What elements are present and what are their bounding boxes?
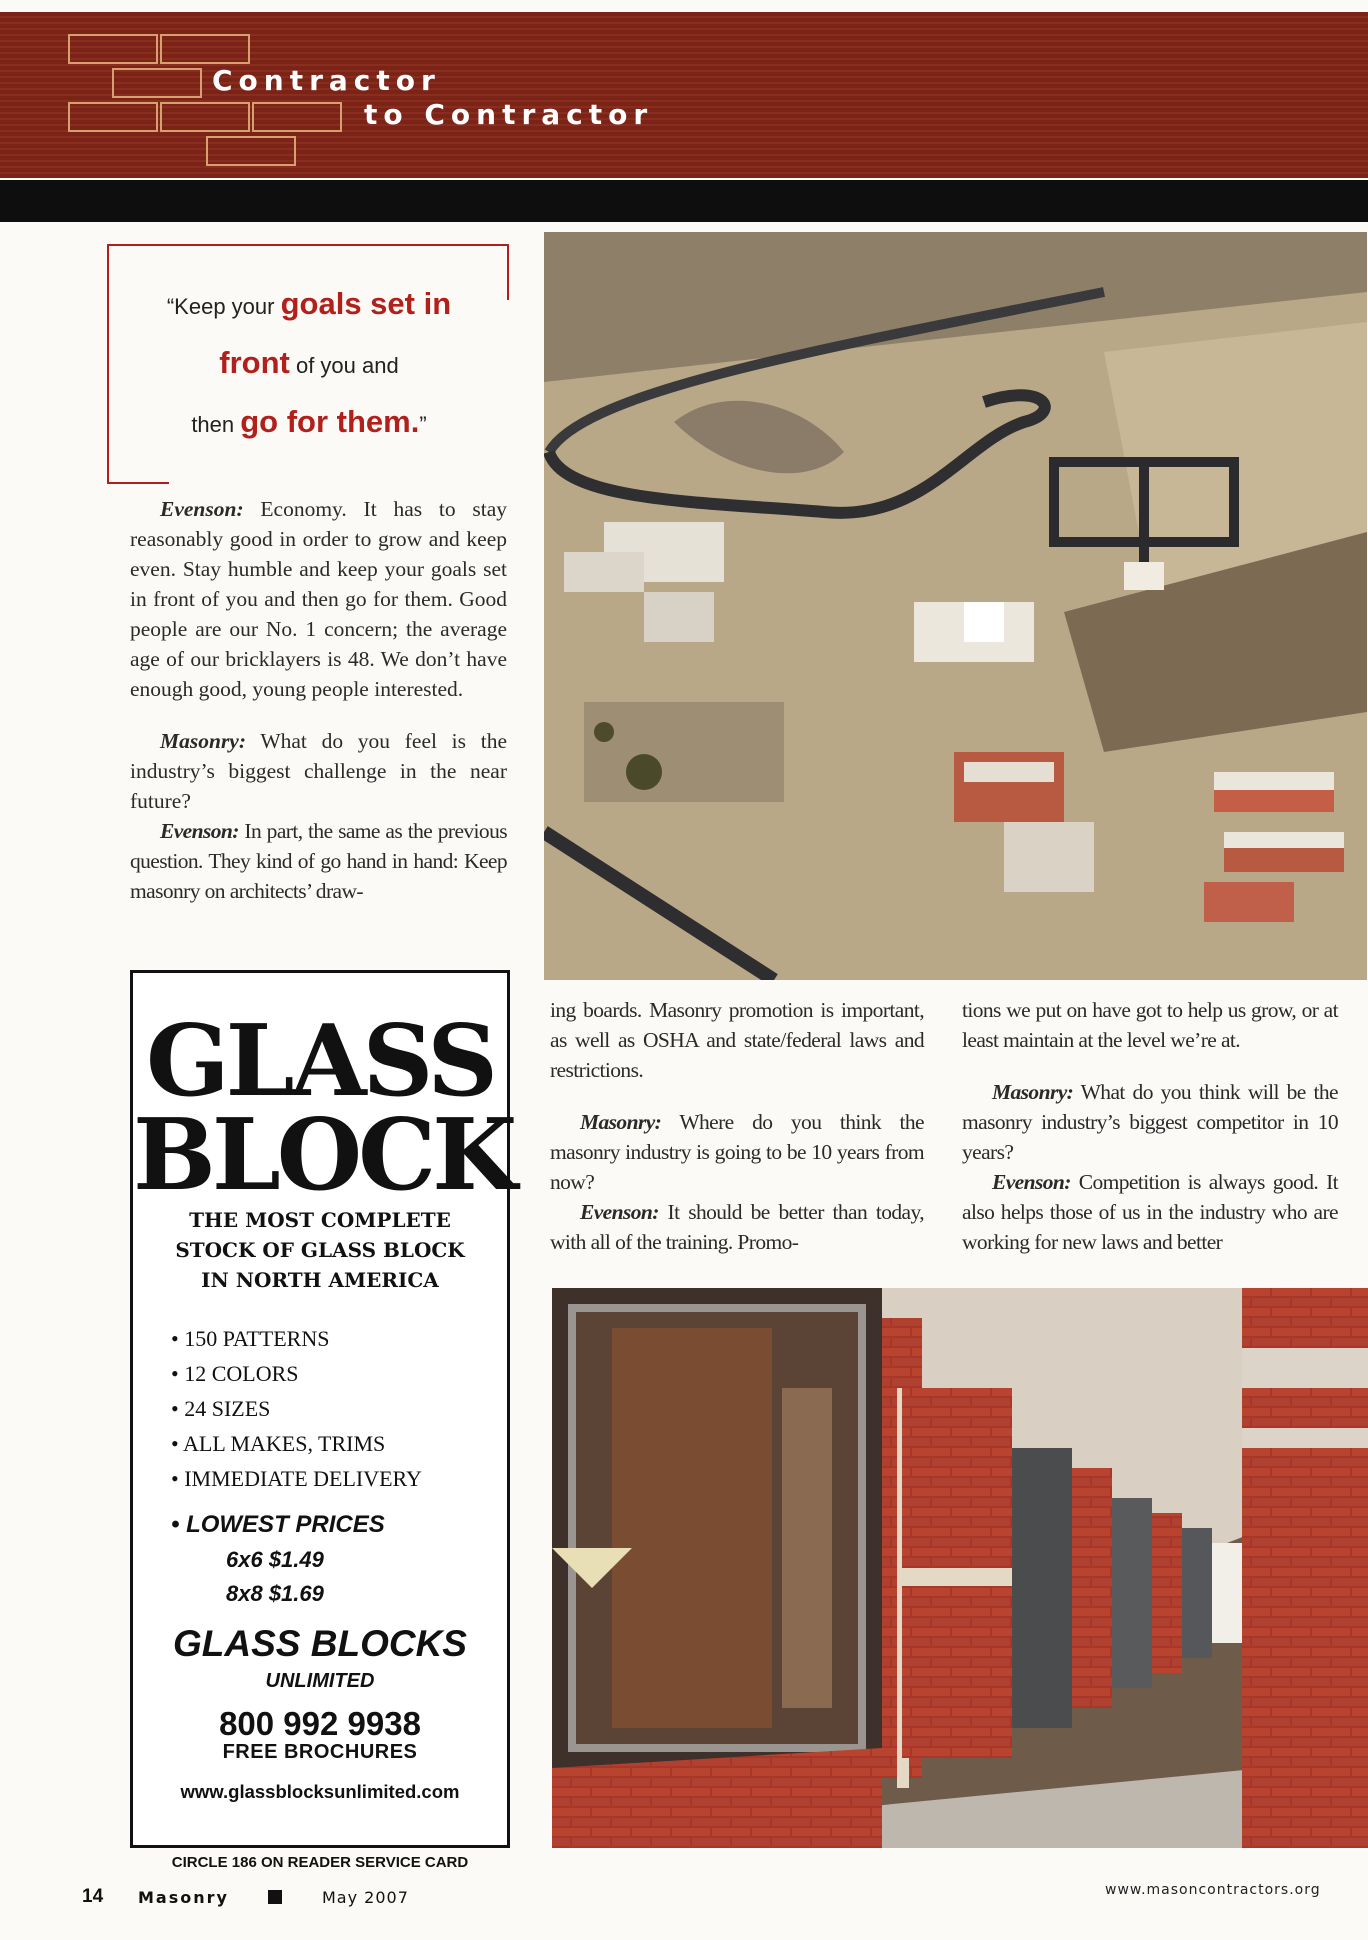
brick-outline (112, 68, 202, 98)
pull-quote (107, 244, 507, 484)
quote-frame-edge (107, 482, 169, 484)
ad-headline: GLASS (145, 1004, 495, 1119)
speaker-label: Evenson: (160, 497, 244, 521)
article-paragraph: It should be better than today, with all of the training. Promo- (550, 1200, 924, 1254)
quote-text: ” (419, 412, 427, 437)
reader-service-note: CIRCLE 186 ON READER SERVICE CARD (171, 1854, 469, 1871)
ad-headline: BLOCK (133, 1098, 514, 1213)
footer-square-icon (268, 1890, 282, 1904)
ad-feature: • 12 COLORS (171, 1356, 422, 1391)
ad-feature: • IMMEDIATE DELIVERY (171, 1461, 422, 1496)
ad-subheading-line: IN NORTH AMERICA (201, 1268, 439, 1292)
article-paragraph: What do you feel is the industry’s biggest challenge in the near future? (130, 729, 507, 813)
article-paragraph: In part, the same as the previous question. They kind of go hand in hand: Keep masonry on architects’ draw- (130, 819, 507, 903)
quote-highlight: front (219, 345, 290, 380)
ad-feature: • ALL MAKES, TRIMS (171, 1426, 422, 1461)
speaker-label: Masonry: (992, 1080, 1074, 1104)
ad-price: 8x8 $1.69 (226, 1581, 324, 1606)
ad-price: 6x6 $1.49 (226, 1547, 324, 1572)
ad-subheading (133, 1205, 507, 1295)
brick-outline (252, 102, 342, 132)
article-column-3 (962, 995, 1338, 1257)
brick-outline (160, 34, 250, 64)
speaker-label: Evenson: (992, 1170, 1071, 1194)
issue-date: May 2007 (322, 1888, 409, 1907)
ad-feature: • 24 SIZES (171, 1391, 422, 1426)
magazine-name: Masonry (138, 1888, 229, 1907)
ad-free-brochures: FREE BROCHURES (222, 1741, 418, 1763)
ad-feature: • 150 PATTERNS (171, 1321, 422, 1356)
aerial-campus-photo (544, 232, 1367, 980)
quote-highlight: goals set in (280, 286, 452, 321)
brick-outline (68, 34, 158, 64)
brick-walkway-photo (552, 1288, 1368, 1848)
ad-brand-sub: UNLIMITED (265, 1670, 375, 1692)
header-divider-bar (0, 180, 1368, 222)
speaker-label: Evenson: (160, 819, 239, 843)
ad-feature-list (171, 1321, 422, 1496)
article-paragraph: tions we put on have got to help us grow, or at least maintain at the level we’re at. (962, 998, 1338, 1052)
section-header (0, 12, 1368, 178)
brick-outline (160, 102, 250, 132)
page-number: 14 (82, 1886, 104, 1907)
speaker-label: Masonry: (580, 1110, 662, 1134)
section-title-line1: Contractor (212, 64, 441, 97)
ad-subheading-line: STOCK OF GLASS BLOCK (175, 1238, 465, 1262)
ad-phone: 800 992 9938 (219, 1705, 421, 1742)
brick-outline (206, 136, 296, 166)
section-title-line2: to Contractor (364, 98, 654, 131)
speaker-label: Masonry: (160, 729, 247, 753)
glass-block-advertisement (130, 970, 514, 1848)
ad-brand: GLASS BLOCKS (173, 1623, 467, 1664)
pull-quote-text (109, 276, 509, 453)
article-paragraph: Where do you think the masonry industry is going to be 10 years from now? (550, 1110, 924, 1194)
ad-subheading-line: THE MOST COMPLETE (189, 1208, 451, 1232)
article-paragraph: ing boards. Masonry promotion is important, as well as OSHA and state/federal laws and restrictions. (550, 998, 924, 1082)
quote-text: then (191, 412, 241, 437)
quote-text: “Keep your (166, 294, 281, 319)
aerial-photo-illustration (544, 232, 1367, 980)
article-column-2 (550, 995, 924, 1257)
article-paragraph: What do you think will be the masonry industry’s biggest competitor in 10 years? (962, 1080, 1338, 1164)
ad-website: www.glassblocksunlimited.com (180, 1781, 460, 1802)
article-column-1 (130, 494, 507, 906)
brick-outline (68, 102, 158, 132)
article-paragraph: Economy. It has to stay reasonably good in order to grow and keep even. Stay humble and keep your goals set in front of you and then go for them. Good people are our No. 1 concern; the average age of our bricklayers is 48. We don’t have enough good, young people interested. (130, 497, 507, 701)
ad-lowest-prices: • LOWEST PRICES (171, 1511, 385, 1538)
quote-highlight: go for them. (240, 404, 420, 439)
speaker-label: Evenson: (580, 1200, 659, 1224)
article-paragraph: Competition is always good. It also helps those of us in the industry who are working for new laws and better (962, 1170, 1338, 1254)
walkway-photo-illustration (552, 1288, 1368, 1848)
footer-url: www.masoncontractors.org (1105, 1882, 1321, 1898)
quote-text: of you and (289, 353, 399, 378)
